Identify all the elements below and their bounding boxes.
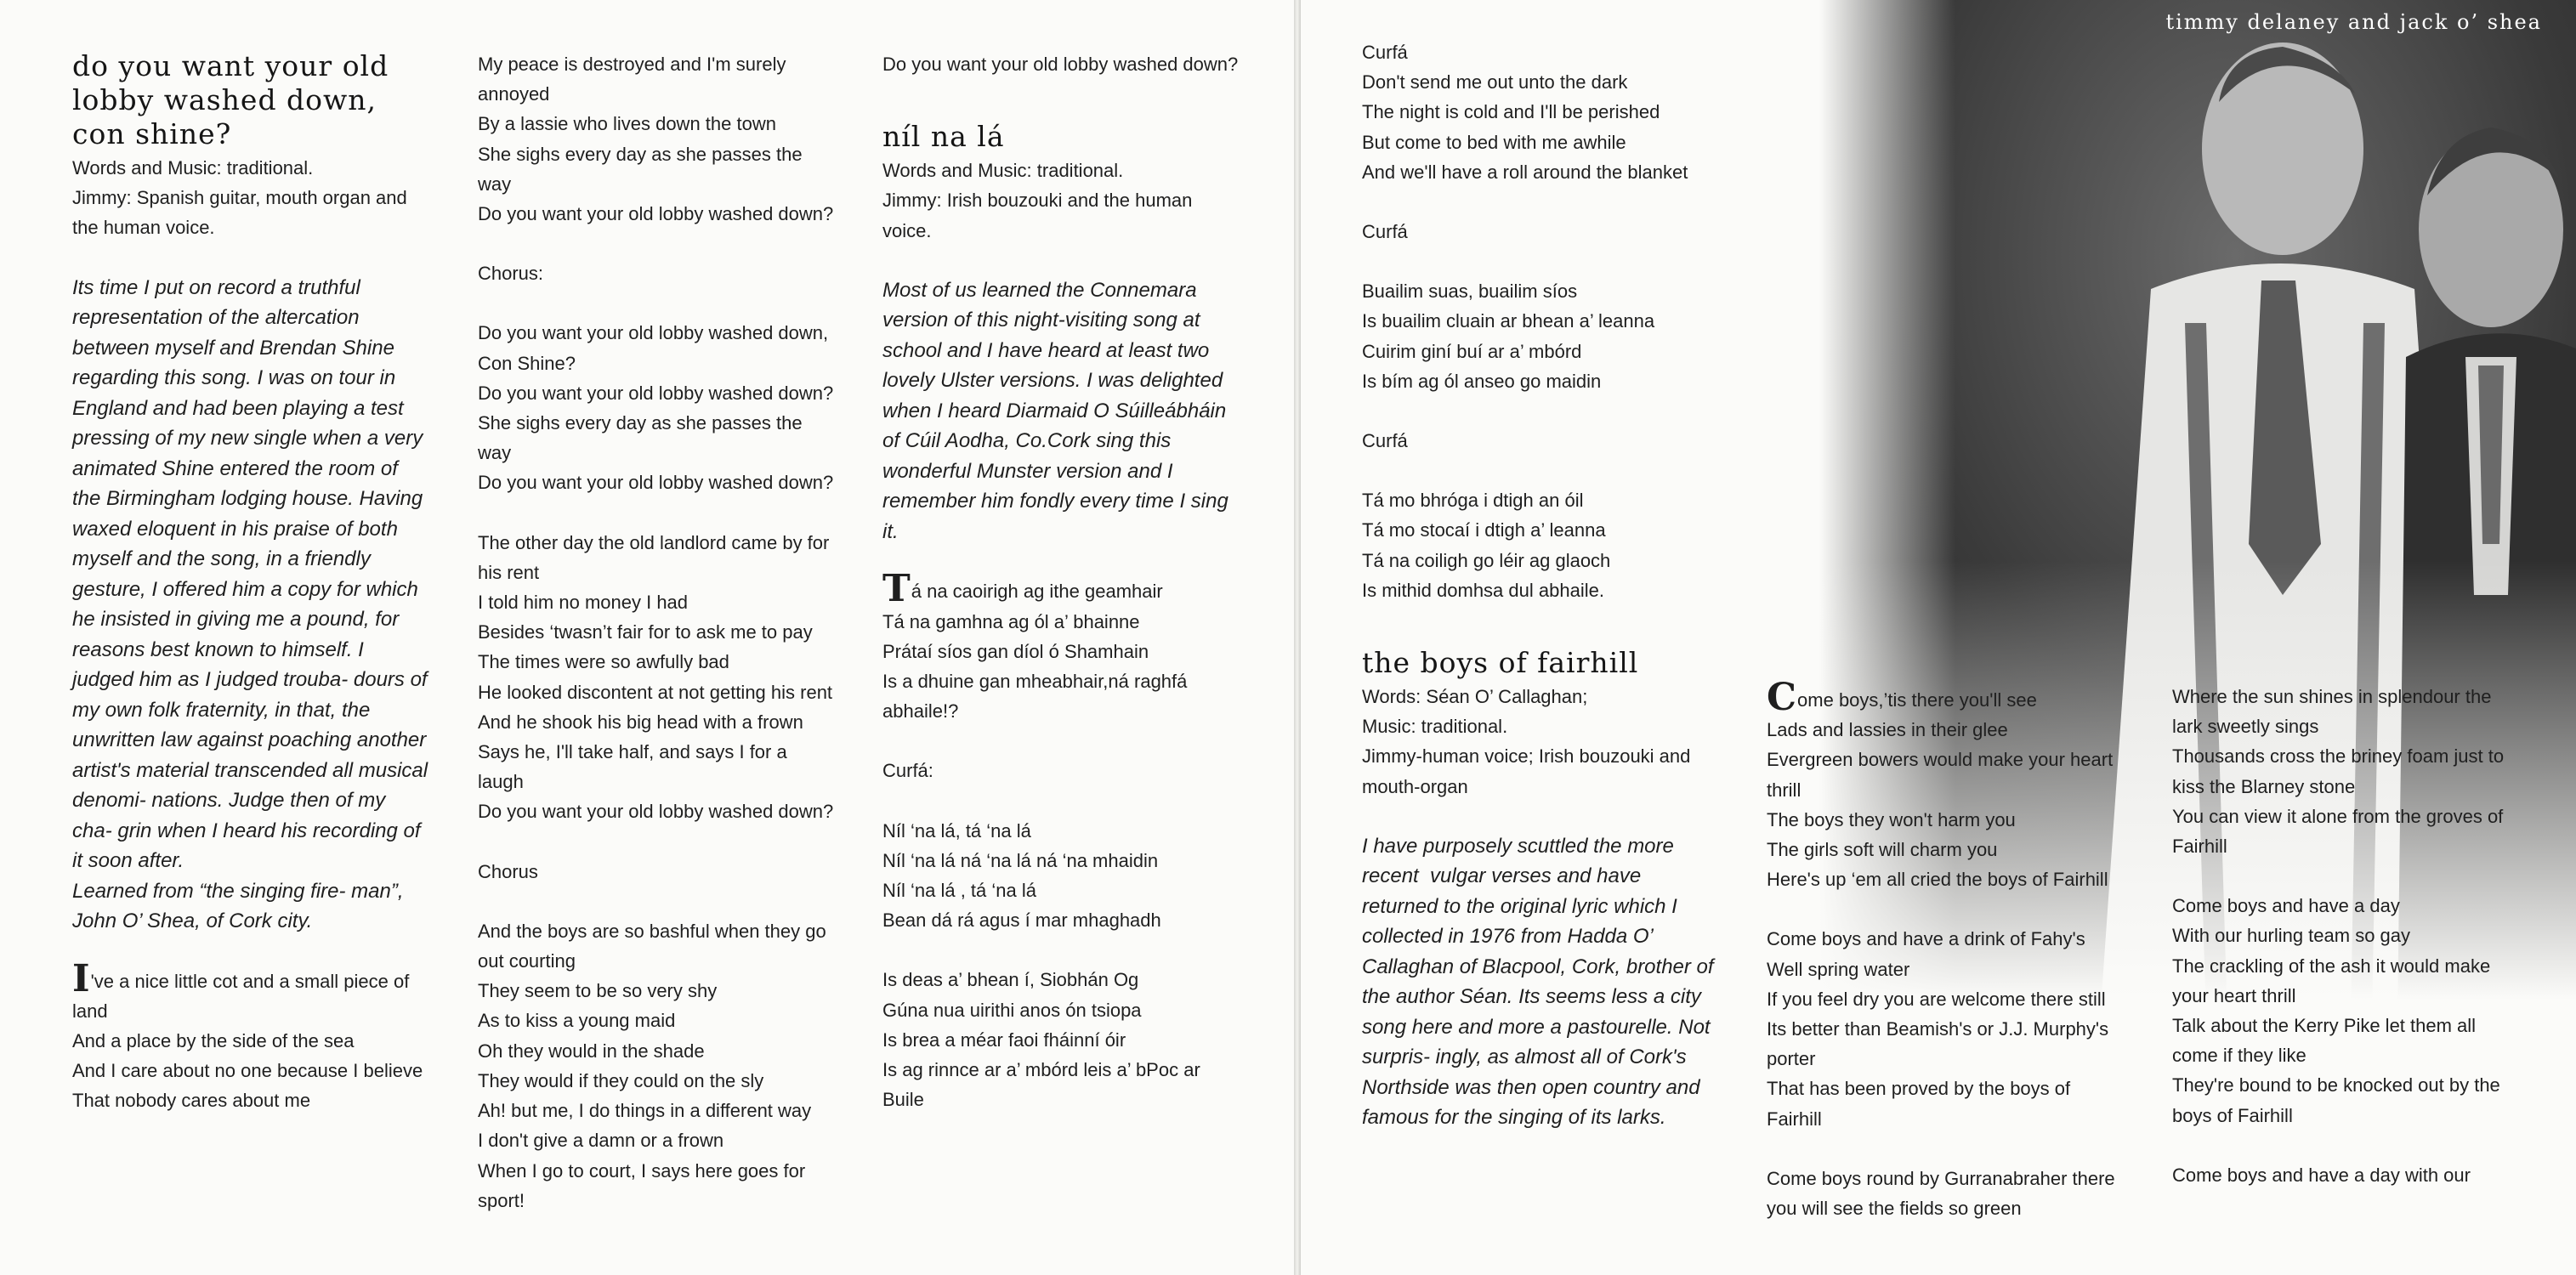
fairhill-verse-4: Where the sun shines in splendour the lark sweetly sings Thousands cross the briney foam just to kiss the Blarney stone You can view it alone from the groves of Fairhill — [2172, 686, 2505, 858]
dropcap: I — [72, 956, 90, 1000]
fairhill-credits: Words: Séan O’ Callaghan; Music: traditional. Jimmy-human voice; Irish bouzouki and mouth-organ — [1362, 686, 1691, 797]
right-booklet-page — [1301, 0, 2576, 1275]
nil-na-la-notes: Most of us learned the Connemara version of this night-visiting song at school and I have heard at least two lovely Ulster versions. I was delighted when I heard Diarmaid O Súilleábháin of Cúil Aodha, Co.Cork sing this wonderful Munster version and I remember him fondly every time I sing it. — [882, 278, 1234, 543]
curfa-label: Curfá — [1362, 221, 1408, 243]
con-shine-verse-2: The other day the old landlord came by for his rent I told him no money I had Besides ‘twasn’t fair for to ask me to pay The times were so awfully bad He looked discontent at not getting his rent And he shook his big head with a frown Says he, I'll take half, and says I for a laugh Do you want your old lobby washed down? — [478, 531, 834, 823]
verse-text: á na caoirigh ag ithe geamhair Tá na gamhna ag ól a’ bhainne Prátaí síos gan díol ó Shamhain Is a dhuine gan mheabhair,ná raghfá abhaile!? — [882, 581, 1188, 722]
verse-text: 've a nice little cot and a small piece of land And a place by the side of the sea And I care about no one because I believe That nobody cares about me — [72, 970, 423, 1112]
nil-na-la-verse-1 — [882, 567, 1240, 726]
dropcap: C — [1767, 676, 1797, 719]
con-shine-credits: Words and Music: traditional. Jimmy: Spanish guitar, mouth organ and the human voice. — [72, 157, 407, 239]
fairhill-title: the boys of fairhill — [1362, 646, 1639, 680]
con-shine-column-2 — [478, 49, 835, 1216]
fairhill-verse-6: Come boys and have a day with our — [2172, 1164, 2471, 1186]
fairhill-verse-3: Come boys round by Gurranabraher there you will see the fields so green — [1767, 1167, 2115, 1220]
nil-na-la-verse-4: Buailim suas, buailim síos Is buailim cluain ar bhean a’ leanna Cuirim giní buí ar a’ mbórd Is bím ag ól anseo go maidin — [1362, 280, 1655, 392]
curfa-label: Curfá — [1362, 42, 1408, 63]
nil-na-la-credits: Words and Music: traditional. Jimmy: Irish bouzouki and the human voice. — [882, 160, 1193, 241]
chorus-label: Chorus — [478, 860, 538, 882]
con-shine-verse-1 — [72, 956, 429, 1116]
nil-na-la-chorus: Níl ‘na lá, tá ‘na lá Níl ‘na lá ná ‘na lá ná ‘na mhaidin Níl ‘na lá , tá ‘na lá Bean dá rá agus í mar mhaghadh — [882, 819, 1161, 932]
con-shine-chorus: Do you want your old lobby washed down, Con Shine? Do you want your old lobby washed down? She sighs every day as she passes the way Do you want your old lobby washed down? — [478, 322, 834, 494]
fairhill-column-2 — [2172, 682, 2521, 1190]
fairhill-verse-5: Come boys and have a day With our hurling team so gay The crackling of the ash it would make your heart thrill Talk about the Kerry Pike let them all come if they like They're bound to be knocked out by the boys of Fairhill — [2172, 895, 2500, 1126]
dropcap: T — [882, 567, 911, 611]
nil-na-la-verse-3: Don't send me out unto the dark The night is cold and I'll be perished But come to bed with me awhile And we'll have a roll around the blanket — [1362, 71, 1688, 183]
con-shine-verse-3: And the boys are so bashful when they go out courting They seem to be so very shy As to kiss a young maid Oh they would in the shade They would if they could on the sly Ah! but me, I do things in a different way I don't give a damn or a frown When I go to court, I says here goes for sport! — [478, 920, 826, 1211]
con-shine-title: do you want your old lobby washed down, con shine? — [72, 49, 389, 150]
con-shine-column-1 — [72, 49, 429, 1116]
con-shine-notes: Its time I put on record a truthful representation of the altercation between myself and Brendan Shine regarding this song. I was on tour in England and had been playing a test pressing of my new single when a very animated Shine entered the room of the Birmingham lodging house. Having waxed eloquent in his praise of both myself and the song, in a friendly gesture, I offered him a copy for which he insisted in giving me a pound, for reasons best known to himself. I judged him as I judged trouba- dours of my own folk fraternity, in that, the unwritten law against poaching another artist's material transcended all musical denomi- nations. Judge then of my cha- grin when I heard his recording of it soon after. Learned from “the singing fire- man”, John O’ Shea, of Cork city. — [72, 275, 428, 933]
fairhill-column-1 — [1767, 676, 2115, 1223]
curfa-label: Curfá: — [882, 760, 933, 782]
nil-na-la-verse-5: Tá mo bhróga i dtigh an óil Tá mo stocaí i dtigh a’ leanna Tá na coiligh go léir ag glaoch Is mithid domhsa dul abhaile. — [1362, 490, 1611, 601]
fairhill-notes: I have purposely scuttled the more recent vulgar verses and have returned to the original lyric which I collected in 1976 from Hadda O’ Callaghan of Blacpool, Cork, brother of the author Séan. Its seems less a city song here and more a pastourelle. Not surpris- ingly, as almost all of Cork's Northside was then open country and famous for the singing of its larks. — [1362, 834, 1720, 1130]
nil-na-la-title: níl na lá — [882, 120, 1005, 154]
verse-text: ome boys,’tis there you'll see Lads and lassies in their glee Evergreen bowers would make your heart thrill The boys they won't harm you The girls soft will charm you Here's up ‘em all cried the boys of Fairhill — [1767, 689, 2114, 891]
nil-na-la-column-continued — [1362, 37, 1719, 1133]
photo-caption: timmy delaney and jack o’ shea — [2165, 10, 2542, 34]
fairhill-verse-2: Come boys and have a drink of Fahy's Well spring water If you feel dry you are welcome there still Its better than Beamish's or J.J. Murphy's porter That has been proved by the boys of Fairhill — [1767, 928, 2109, 1130]
nil-na-la-column — [882, 49, 1240, 1114]
nil-na-la-verse-2: Is deas a’ bhean í, Siobhán Og Gúna nua uirithi anos ón tsiopa Is brea a méar faoi fháinní óir Is ag rinnce ar a’ mbórd leis a’ bPoc ar Buile — [882, 969, 1200, 1111]
booklet-fold — [1294, 0, 1301, 1275]
chorus-label: Chorus: — [478, 263, 544, 285]
curfa-label: Curfá — [1362, 430, 1408, 452]
con-shine-verse-1b: My peace is destroyed and I'm surely annoyed By a lassie who lives down the town She sighs every day as she passes the way Do you want your old lobby washed down? — [478, 54, 834, 225]
fairhill-verse-1 — [1767, 676, 2115, 894]
con-shine-final-line: Do you want your old lobby washed down? — [882, 54, 1239, 75]
